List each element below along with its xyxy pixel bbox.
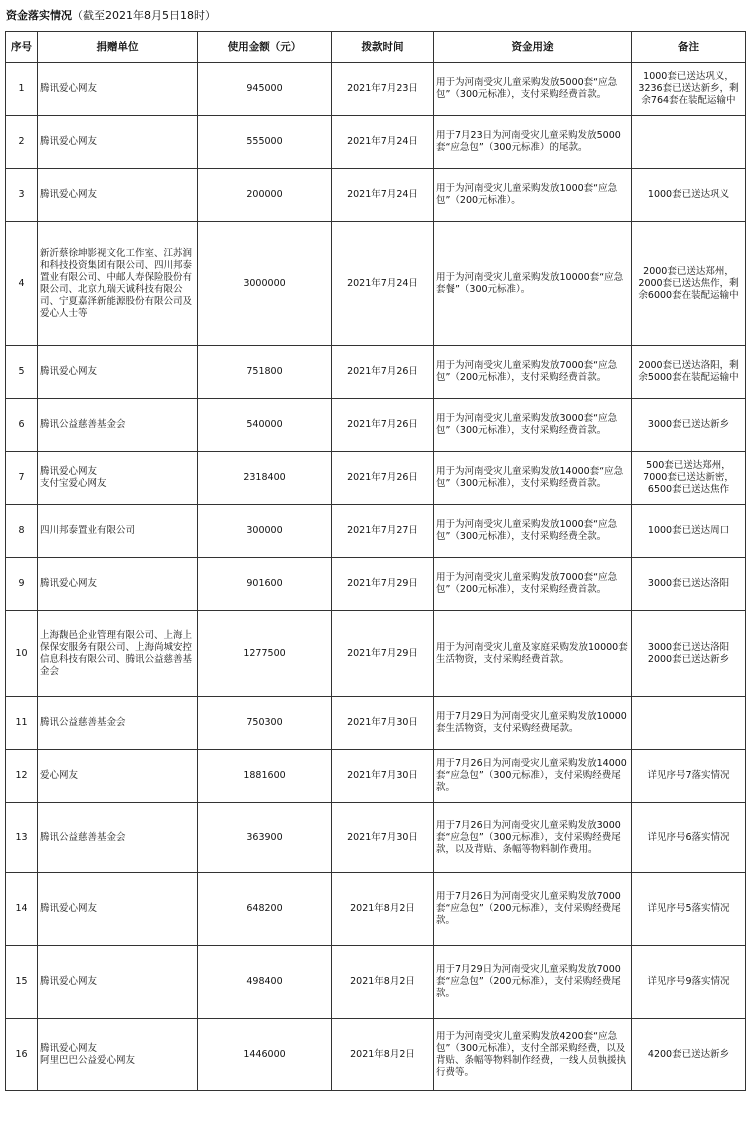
cell-donor xyxy=(38,803,198,873)
cell-donor xyxy=(38,558,198,611)
cell-donor xyxy=(38,169,198,222)
table-row xyxy=(6,803,746,873)
cell-use: 用于为河南受灾儿童采购发放10000套“应急套餐”（300元标准）。 xyxy=(434,222,632,346)
cell-donor xyxy=(38,222,198,346)
cell-use: 用于7月29日为河南受灾儿童采购发放10000套生活物资，支付采购经费尾款。 xyxy=(434,697,632,750)
cell-donor-text: 爱心网友 xyxy=(40,770,79,781)
cell-date: 2021年7月29日 xyxy=(332,611,434,697)
header-amount: 使用金额（元） xyxy=(198,32,332,63)
cell-note-text: 3000套已送达新乡 xyxy=(647,419,730,430)
cell-note xyxy=(632,558,746,611)
cell-no: 7 xyxy=(6,452,38,505)
cell-note-text: 2000套已送达郑州， 2000套已送达焦作，剩余6000套在装配运输中 xyxy=(638,265,739,301)
cell-note-text: 3000套已送达洛阳 2000套已送达新乡 xyxy=(647,641,730,665)
cell-note-text: 详见序号6落实情况 xyxy=(647,831,730,843)
table-row xyxy=(6,697,746,750)
cell-note-text: 500套已送达郑州， 7000套已送达新密， 6500套已送达焦作 xyxy=(643,460,734,495)
table-row xyxy=(6,946,746,1019)
cell-use: 用于为河南受灾儿童采购发放4200套“应急包”（300元标准），支付全部采购经费，以及背贴、条幅等物料制作经费，一线人员執援执行费等。 xyxy=(434,1019,632,1091)
cell-no: 16 xyxy=(6,1019,38,1091)
cell-date: 2021年7月30日 xyxy=(332,803,434,873)
table-row xyxy=(6,452,746,505)
header-donor: 捐赠单位 xyxy=(38,32,198,63)
cell-use: 用于7月26日为河南受灾儿童采购发放3000套“应急包”（300元标准），支付采购经费尾款，以及背贴、条幅等物料制作费用。 xyxy=(434,803,632,873)
header-use: 资金用途 xyxy=(434,32,632,63)
cell-donor xyxy=(38,873,198,946)
cell-note xyxy=(632,222,746,346)
cell-no: 8 xyxy=(6,505,38,558)
cell-donor-text: 腾讯爱心网友 xyxy=(40,366,98,377)
cell-date: 2021年8月2日 xyxy=(332,1019,434,1091)
funds-table xyxy=(5,31,746,1091)
cell-amount: 1446000 xyxy=(198,1019,332,1091)
table-row xyxy=(6,222,746,346)
table-row xyxy=(6,505,746,558)
cell-note xyxy=(632,946,746,1019)
cell-amount: 648200 xyxy=(198,873,332,946)
cell-no: 4 xyxy=(6,222,38,346)
cell-date: 2021年7月24日 xyxy=(332,169,434,222)
cell-note-text: 1000套已送达巩义， 3236套已送达新乡，剩余764套在装配运输中 xyxy=(638,71,739,106)
cell-donor xyxy=(38,750,198,803)
cell-donor-text: 腾讯爱心网友 xyxy=(40,976,98,987)
cell-note-text: 详见序号5落实情况 xyxy=(647,903,730,914)
cell-date: 2021年8月2日 xyxy=(332,873,434,946)
header-note: 备注 xyxy=(632,32,746,63)
cell-donor-text: 腾讯爱心网友 xyxy=(40,189,98,200)
cell-no: 2 xyxy=(6,116,38,169)
table-row xyxy=(6,558,746,611)
table-row xyxy=(6,750,746,803)
cell-note xyxy=(632,750,746,803)
cell-donor xyxy=(38,346,198,399)
header-no: 序号 xyxy=(6,32,38,63)
title-sub: （截至2021年8月5日18时） xyxy=(72,9,216,22)
table-row xyxy=(6,63,746,116)
cell-use: 用于为河南受灾儿童采购发放1000套“应急包”（200元标准）。 xyxy=(434,169,632,222)
cell-note xyxy=(632,169,746,222)
table-row xyxy=(6,399,746,452)
cell-date: 2021年8月2日 xyxy=(332,946,434,1019)
cell-no: 3 xyxy=(6,169,38,222)
cell-date: 2021年7月26日 xyxy=(332,399,434,452)
cell-date: 2021年7月30日 xyxy=(332,750,434,803)
table-row xyxy=(6,611,746,697)
cell-use: 用于为河南受灾儿童及家庭采购发放10000套生活物资，支付采购经费首款。 xyxy=(434,611,632,697)
cell-note-text: 3000套已送达洛阳 xyxy=(647,578,730,589)
cell-date: 2021年7月26日 xyxy=(332,452,434,505)
cell-no: 11 xyxy=(6,697,38,750)
cell-amount: 363900 xyxy=(198,803,332,873)
cell-use: 用于为河南受灾儿童采购发放7000套“应急包”（200元标准），支付采购经费首款。 xyxy=(434,346,632,399)
cell-no: 15 xyxy=(6,946,38,1019)
cell-amount: 555000 xyxy=(198,116,332,169)
cell-amount: 300000 xyxy=(198,505,332,558)
cell-date: 2021年7月26日 xyxy=(332,346,434,399)
cell-note xyxy=(632,697,746,750)
header-date: 拨款时间 xyxy=(332,32,434,63)
cell-use: 用于为河南受灾儿童采购发放7000套“应急包”（200元标准），支付采购经费首款。 xyxy=(434,558,632,611)
cell-no: 12 xyxy=(6,750,38,803)
cell-no: 6 xyxy=(6,399,38,452)
cell-donor-text: 腾讯爱心网友 支付宝爱心网友 xyxy=(40,466,107,489)
cell-donor xyxy=(38,63,198,116)
cell-donor xyxy=(38,116,198,169)
table-row xyxy=(6,1019,746,1091)
cell-use: 用于为河南受灾儿童采购发放3000套“应急包”（300元标准），支付采购经费首款。 xyxy=(434,399,632,452)
cell-donor xyxy=(38,611,198,697)
cell-donor-text: 腾讯爱心网友 xyxy=(40,903,98,914)
cell-amount: 2318400 xyxy=(198,452,332,505)
cell-amount: 540000 xyxy=(198,399,332,452)
cell-use: 用于为河南受灾儿童采购发放1000套“应急包”（300元标准），支付采购经费全款。 xyxy=(434,505,632,558)
cell-amount: 200000 xyxy=(198,169,332,222)
cell-no: 1 xyxy=(6,63,38,116)
cell-note xyxy=(632,116,746,169)
cell-note xyxy=(632,611,746,697)
cell-donor xyxy=(38,1019,198,1091)
cell-note xyxy=(632,399,746,452)
table-header-row xyxy=(6,32,746,63)
cell-note-text: 2000套已送达洛阳，剩余5000套在装配运输中 xyxy=(638,360,739,383)
cell-no: 5 xyxy=(6,346,38,399)
cell-donor xyxy=(38,946,198,1019)
cell-donor-text: 上海馥邑企业管理有限公司、上海上保保安服务有限公司、上海尚城安控信息科技有限公司、腾讯公益慈善基金会 xyxy=(40,629,193,677)
cell-note-text: 1000套已送达周口 xyxy=(647,525,730,536)
cell-note xyxy=(632,1019,746,1091)
cell-donor-text: 腾讯公益慈善基金会 xyxy=(40,831,126,843)
table-row xyxy=(6,169,746,222)
cell-no: 9 xyxy=(6,558,38,611)
cell-note xyxy=(632,346,746,399)
cell-note xyxy=(632,873,746,946)
cell-amount: 1277500 xyxy=(198,611,332,697)
cell-use: 用于为河南受灾儿童采购发放14000套“应急包”（300元标准），支付采购经费首款。 xyxy=(434,452,632,505)
table-row xyxy=(6,346,746,399)
cell-note-text: 详见序号9落实情况 xyxy=(647,976,730,987)
cell-donor-text: 腾讯爱心网友 xyxy=(40,136,98,147)
cell-amount: 750300 xyxy=(198,697,332,750)
cell-no: 14 xyxy=(6,873,38,946)
cell-no: 10 xyxy=(6,611,38,697)
cell-amount: 1881600 xyxy=(198,750,332,803)
cell-donor-text: 腾讯爱心网友 xyxy=(40,578,98,589)
cell-use: 用于7月23日为河南受灾儿童采购发放5000套“应急包”（300元标准）的尾款。 xyxy=(434,116,632,169)
cell-use: 用于为河南受灾儿童采购发放5000套“应急包”（300元标准），支付采购经费首款。 xyxy=(434,63,632,116)
cell-date: 2021年7月30日 xyxy=(332,697,434,750)
cell-note xyxy=(632,63,746,116)
cell-date: 2021年7月27日 xyxy=(332,505,434,558)
cell-donor xyxy=(38,505,198,558)
cell-date: 2021年7月24日 xyxy=(332,222,434,346)
cell-date: 2021年7月29日 xyxy=(332,558,434,611)
cell-use: 用于7月29日为河南受灾儿童采购发放7000套“应急包”（200元标准），支付采购经费尾款。 xyxy=(434,946,632,1019)
cell-use: 用于7月26日为河南受灾儿童采购发放7000套“应急包”（200元标准），支付采购经费尾款。 xyxy=(434,873,632,946)
cell-donor-text: 腾讯公益慈善基金会 xyxy=(40,717,126,728)
cell-date: 2021年7月24日 xyxy=(332,116,434,169)
cell-note-text: 4200套已送达新乡 xyxy=(647,1048,730,1060)
cell-amount: 498400 xyxy=(198,946,332,1019)
cell-donor-text: 新沂蔡徐坤影视文化工作室、江苏润和科技投资集团有限公司、四川邦泰置业有限公司、中邮人寿保险股份有限公司、北京九瑞天诚科技有限公司、宁夏嘉泽新能源股份有限公司及爱心人士等 xyxy=(40,247,193,319)
cell-amount: 751800 xyxy=(198,346,332,399)
cell-note-text: 详见序号7落实情况 xyxy=(647,770,730,781)
cell-donor xyxy=(38,452,198,505)
cell-note xyxy=(632,452,746,505)
cell-amount: 3000000 xyxy=(198,222,332,346)
cell-note xyxy=(632,505,746,558)
cell-use: 用于7月26日为河南受灾儿童采购发放14000套“应急包”（300元标准），支付采购经费尾款。 xyxy=(434,750,632,803)
cell-note-text: 1000套已送达巩义 xyxy=(647,189,730,200)
cell-note xyxy=(632,803,746,873)
cell-donor-text: 腾讯爱心网友 阿里巴巴公益爱心网友 xyxy=(40,1042,136,1066)
cell-amount: 945000 xyxy=(198,63,332,116)
page-title xyxy=(6,9,216,23)
cell-amount: 901600 xyxy=(198,558,332,611)
cell-date: 2021年7月23日 xyxy=(332,63,434,116)
table-row xyxy=(6,116,746,169)
cell-donor xyxy=(38,399,198,452)
cell-donor-text: 四川邦泰置业有限公司 xyxy=(40,525,136,536)
cell-no: 13 xyxy=(6,803,38,873)
cell-donor-text: 腾讯公益慈善基金会 xyxy=(40,419,126,430)
table-row xyxy=(6,873,746,946)
cell-donor xyxy=(38,697,198,750)
cell-donor-text: 腾讯爱心网友 xyxy=(40,83,98,94)
title-main: 资金落实情况 xyxy=(6,9,72,22)
